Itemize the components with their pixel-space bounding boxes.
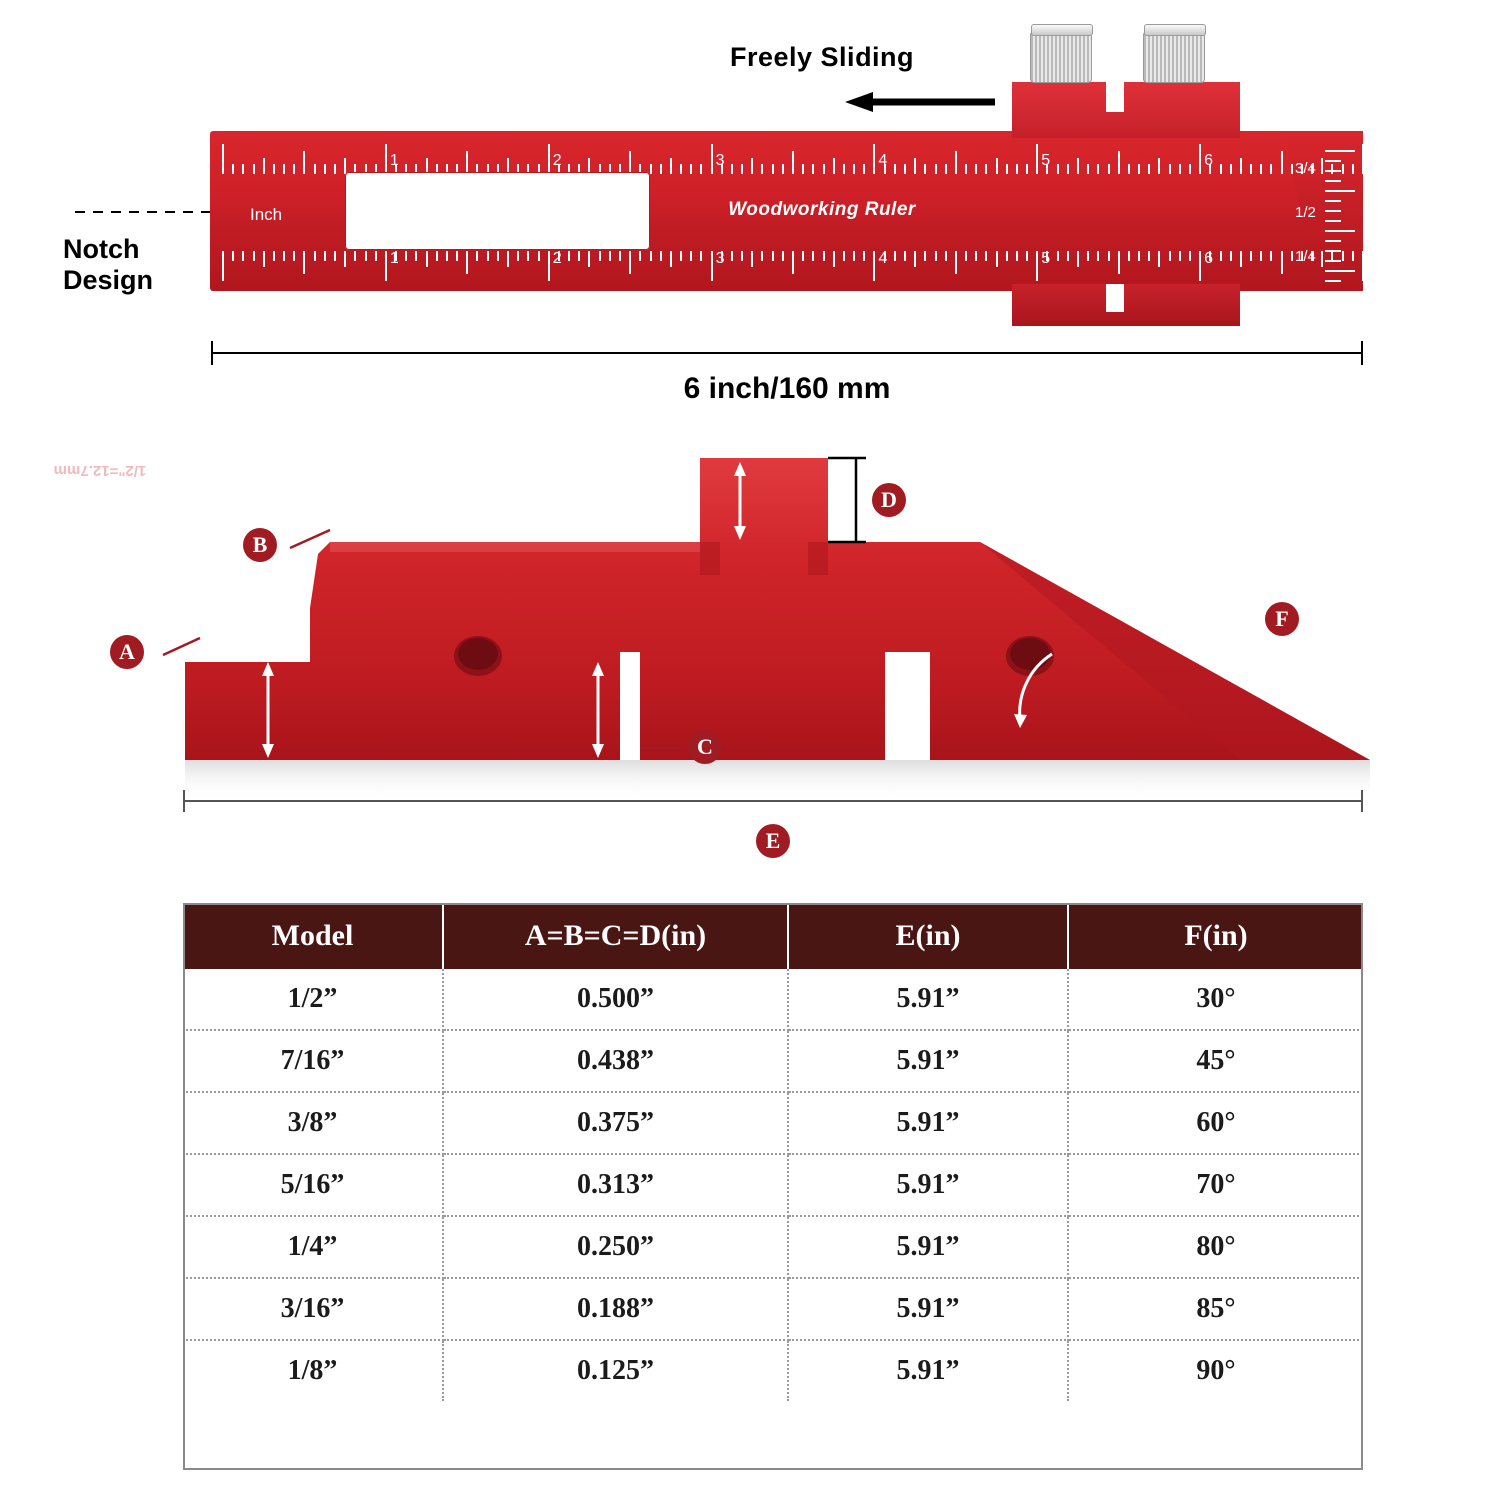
table-cell: 3/8” bbox=[183, 1092, 443, 1154]
ruler-edge-tick bbox=[1325, 160, 1341, 162]
table-cell: 5/16” bbox=[183, 1154, 443, 1216]
ruler-top-number: 6 bbox=[1204, 152, 1214, 169]
table-cell: 0.375” bbox=[443, 1092, 788, 1154]
table-cell: 5.91” bbox=[788, 1216, 1068, 1278]
ruler-edge-fraction: 1/2 bbox=[1295, 204, 1316, 221]
table-cell: 7/16” bbox=[183, 1030, 443, 1092]
ruler-brand-text: Woodworking Ruler bbox=[728, 199, 916, 220]
ruler-bottom-number: 6 bbox=[1204, 250, 1214, 267]
table-cell: 0.250” bbox=[443, 1216, 788, 1278]
ruler-cutout-window bbox=[345, 172, 650, 250]
freely-sliding-label: Freely Sliding bbox=[730, 42, 915, 72]
ruler-length-dimension-line bbox=[211, 352, 1363, 354]
table-row bbox=[183, 969, 1363, 1030]
callout-c: C bbox=[688, 730, 722, 764]
notch-design-label bbox=[63, 234, 153, 296]
table-cell: 60° bbox=[1068, 1092, 1363, 1154]
table-cell: 5.91” bbox=[788, 1092, 1068, 1154]
table-cell: 1/4” bbox=[183, 1216, 443, 1278]
ruler-bottom-numbers bbox=[222, 250, 1362, 274]
table-row bbox=[183, 1216, 1363, 1278]
ruler-top-number: 2 bbox=[552, 152, 562, 169]
table-cell: 5.91” bbox=[788, 1340, 1068, 1401]
gauge-equation-label: 1/2"=.500"=12.7mm bbox=[61, 430, 319, 461]
ruler-edge-tick bbox=[1325, 250, 1341, 252]
table-cell: 5.91” bbox=[788, 969, 1068, 1030]
ruler-bottom-number: 3 bbox=[715, 250, 725, 267]
table-cell: 45° bbox=[1068, 1030, 1363, 1092]
callout-e: E bbox=[756, 824, 790, 858]
spec-table bbox=[183, 903, 1363, 1401]
gauge-length-cap-left bbox=[183, 790, 185, 812]
ruler-bottom-number: 5 bbox=[1041, 250, 1051, 267]
callout-b: B bbox=[243, 528, 277, 562]
table-row bbox=[183, 1030, 1363, 1092]
table-cell: 0.500” bbox=[443, 969, 788, 1030]
header-model: Model bbox=[183, 903, 443, 969]
dimension-a-value: 1/2" bbox=[205, 1130, 248, 1156]
notch-leader-line bbox=[75, 211, 215, 213]
callout-a: A bbox=[110, 635, 144, 669]
clamp-top-block bbox=[1012, 82, 1240, 138]
notch-design-line2: Design bbox=[63, 265, 154, 296]
ruler-edge-tick bbox=[1325, 230, 1355, 232]
ruler-edge-tick bbox=[1325, 270, 1355, 272]
table-row bbox=[183, 1278, 1363, 1340]
table-cell: 5.91” bbox=[788, 1278, 1068, 1340]
ruler-bottom-number: 4 bbox=[878, 250, 888, 267]
ruler-bottom-number: 2 bbox=[552, 250, 562, 267]
clamp-knob-left-cap bbox=[1031, 24, 1093, 36]
clamp-knob-right[interactable] bbox=[1143, 31, 1205, 83]
ruler-length-cap-left bbox=[211, 341, 213, 365]
table-body bbox=[183, 969, 1363, 1401]
angle-value: 30° bbox=[0, 479, 35, 505]
table-cell: 0.313” bbox=[443, 1154, 788, 1216]
ruler-length-cap-right bbox=[1361, 341, 1363, 365]
ruler-edge-tick bbox=[1325, 220, 1341, 222]
table-row bbox=[183, 1340, 1363, 1401]
table-row bbox=[183, 1092, 1363, 1154]
table-row bbox=[183, 1154, 1363, 1216]
ruler-edge-fraction: 3/4 bbox=[1295, 160, 1316, 177]
gauge-engraved-equation: 1/2"=12.7mm bbox=[53, 462, 147, 479]
ruler-edge-tick bbox=[1325, 190, 1355, 192]
table-cell: 90° bbox=[1196, 1355, 1236, 1386]
ruler-edge-tick bbox=[1325, 210, 1341, 212]
table-cell: 5.91” bbox=[788, 1154, 1068, 1216]
callout-f: F bbox=[1265, 602, 1299, 636]
ruler-edge-tick bbox=[1325, 280, 1341, 282]
clamp-bottom-notch bbox=[1106, 284, 1124, 312]
ruler-top-number: 4 bbox=[878, 152, 888, 169]
gauge-length-dimension-line bbox=[183, 800, 1363, 802]
ruler-edge-tick bbox=[1325, 170, 1341, 172]
ruler-inch-label: Inch bbox=[250, 205, 283, 224]
header-f: F(in) bbox=[1068, 903, 1363, 969]
table-cell: 30° bbox=[1068, 969, 1363, 1030]
ruler-edge-tick bbox=[1325, 260, 1341, 262]
ruler-edge-fraction: 1/4 bbox=[1295, 248, 1316, 265]
notch-design-line1: Notch bbox=[63, 234, 140, 264]
header-abcd: A=B=C=D(in) bbox=[443, 903, 788, 969]
ruler-edge-tick bbox=[1325, 240, 1341, 242]
clamp-knob-right-cap bbox=[1144, 24, 1206, 36]
table-cell: 85° bbox=[1068, 1278, 1363, 1340]
sliding-arrow-icon bbox=[845, 92, 995, 112]
header-e: E(in) bbox=[788, 903, 1068, 969]
table-cell: 5.91” bbox=[788, 1030, 1068, 1092]
ruler-top-number: 1 bbox=[389, 152, 399, 169]
clamp-knob-left[interactable] bbox=[1030, 31, 1092, 83]
table-cell: 0.188” bbox=[443, 1278, 788, 1340]
callout-d: D bbox=[872, 483, 906, 517]
ruler-edge-tick bbox=[1325, 200, 1341, 202]
ruler-bottom-number: 1 bbox=[389, 250, 399, 267]
ruler-top-number: 5 bbox=[1041, 152, 1051, 169]
table-cell: 70° bbox=[1068, 1154, 1363, 1216]
table-header-row bbox=[183, 903, 1363, 969]
table-cell: 1/2” bbox=[183, 969, 443, 1030]
table-cell: 3/16” bbox=[183, 1278, 443, 1340]
table-cell: 80° bbox=[1068, 1216, 1363, 1278]
clamp-bottom-block bbox=[1012, 284, 1240, 326]
ruler-length-label: 6 inch/160 mm bbox=[683, 372, 891, 405]
ruler-top-number: 3 bbox=[715, 152, 725, 169]
ruler-edge-tick bbox=[1325, 180, 1341, 182]
table-cell: 1/8” bbox=[183, 1340, 443, 1401]
spec-table-wrapper bbox=[183, 903, 1363, 1401]
gauge-shape bbox=[0, 430, 1500, 870]
table-cell: 0.125” bbox=[443, 1340, 788, 1401]
dimension-c-value: 1/2" bbox=[538, 1130, 581, 1156]
ruler-edge-ticks bbox=[1325, 150, 1365, 290]
gauge-length-cap-right bbox=[1361, 790, 1363, 812]
table-cell: 0.438” bbox=[443, 1030, 788, 1092]
ruler-edge-tick bbox=[1325, 150, 1355, 152]
clamp-top-notch bbox=[1106, 82, 1124, 112]
